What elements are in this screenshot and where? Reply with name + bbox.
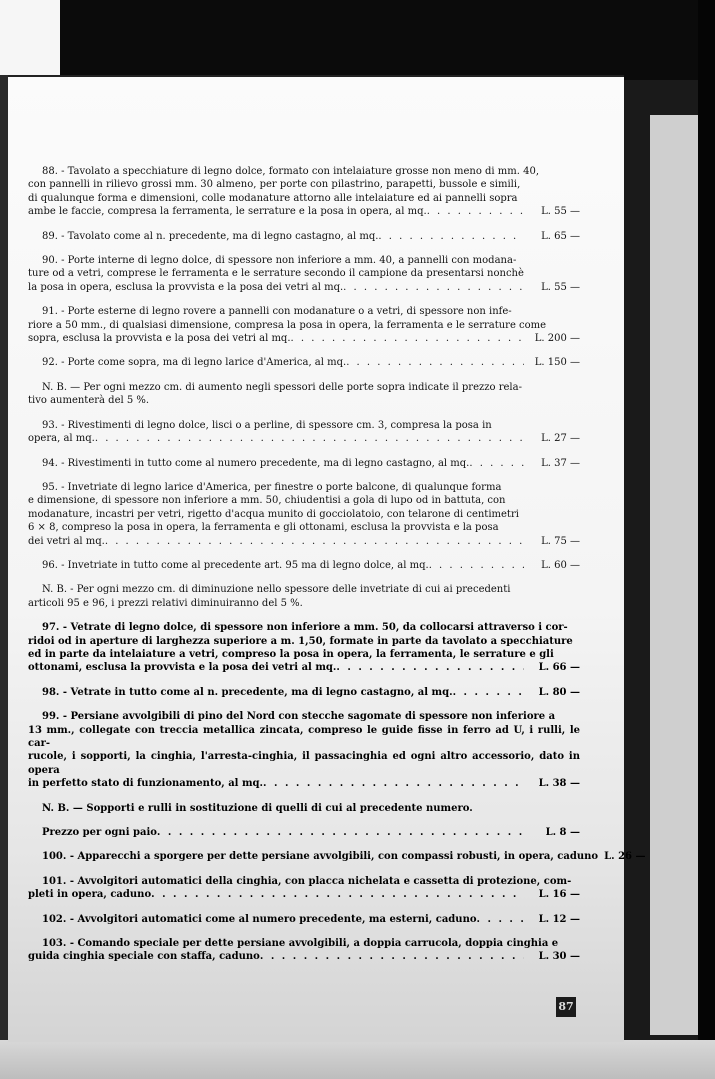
price-entry-nb2 xyxy=(28,583,580,610)
entry-text: 92. - Porte come sopra, ma di legno larice d'America, al mq. xyxy=(42,357,347,369)
entry-text: pleti in opera, caduno xyxy=(28,889,152,901)
price-entry-100 xyxy=(28,850,646,863)
entry-text: la posa in opera, esclusa la provvista e la posa dei vetri al mq. xyxy=(28,281,344,293)
entry-text: 93. - Rivestimenti di legno dolce, lisci o a perline, di spessore cm. 3, compresa la posa in xyxy=(42,419,492,431)
entry-text: 13 mm., collegate con treccia metallica zincata, compreso le guide fisse in ferro ad U, i rulli, le car- xyxy=(28,724,580,749)
entry-text: 99. - Persiane avvolgibili di pino del Nord con stecche sagomate di spessore non inferiore a xyxy=(42,711,556,723)
price-list xyxy=(28,165,646,975)
entry-text: di qualunque forma e dimensioni, colle modanature attorno alle intelaiature ed ai pannelli sopra xyxy=(28,192,518,204)
price-value: L. 16 — xyxy=(538,889,580,901)
entry-text: 101. - Avvolgitori automatici della cinghia, con placca nichelata e cassetta di protezione, com- xyxy=(42,875,572,887)
entry-text: dei vetri al mq. xyxy=(28,535,105,547)
price-entry-89 xyxy=(28,230,580,243)
price-entry-95 xyxy=(28,481,580,548)
price-entry-99 xyxy=(28,710,580,790)
price-entry-nb3price xyxy=(28,826,580,839)
entry-text: e dimensione, di spessore non inferiore a mm. 50, chiudentisi a gola di lupo od in battuta, con xyxy=(28,495,506,507)
leader-dots xyxy=(429,559,524,572)
price-value: L. 8 — xyxy=(545,827,580,839)
price-value: L. 60 — xyxy=(541,559,580,571)
entry-text: ambe le faccie, compresa la ferramenta, le serrature e la posa in opera, al mq. xyxy=(28,206,427,218)
leader-dots xyxy=(343,281,524,294)
entry-text: 89. - Tavolato come al n. precedente, ma di legno castagno, al mq. xyxy=(42,230,379,242)
leader-dots xyxy=(105,535,524,548)
leader-dots xyxy=(378,230,524,243)
entry-text: tivo aumenterà del 5 %. xyxy=(28,395,150,407)
price-entry-nb1 xyxy=(28,381,580,408)
price-value: L. 55 — xyxy=(541,281,580,293)
entry-text: N. B. — Sopporti e rulli in sostituzione di quelli di cui al precedente numero. xyxy=(42,802,473,814)
entry-text: 88. - Tavolato a specchiature di legno dolce, formato con intelaiature grosse non meno di mm. 40, xyxy=(42,166,540,177)
entry-text: N. B. — Per ogni mezzo cm. di aumento negli spessori delle porte sopra indicate il prezzo rela- xyxy=(42,381,522,393)
price-value: L. 200 — xyxy=(534,333,580,345)
entry-text: 102. - Avvolgitori automatici come al numero precedente, ma esterni, caduno xyxy=(42,913,477,925)
scan-corner xyxy=(0,0,60,75)
document-page xyxy=(8,75,646,1042)
leader-dots xyxy=(453,686,524,699)
entry-text: Prezzo per ogni paio xyxy=(42,827,157,839)
entry-text: rucole, i sopporti, la cinghia, l'arresta-cinghia, il passacinghia ed ogni altro accessorio, dato in opera xyxy=(28,751,580,776)
leader-dots xyxy=(477,913,524,926)
price-value: L. 27 — xyxy=(541,433,580,445)
entry-text: ottonami, esclusa la provvista e la posa dei vetri al mq. xyxy=(28,662,337,674)
entry-text: 100. - Apparecchi a sporgere per dette persiane avvolgibili, con compassi robusti, in opera, caduno xyxy=(42,851,599,863)
entry-text: 94. - Rivestimenti in tutto come al numero precedente, ma di legno castagno, al mq. xyxy=(42,457,470,469)
price-entry-nb3 xyxy=(28,802,580,815)
leader-dots xyxy=(336,661,524,674)
scan-border-top xyxy=(0,0,715,80)
leader-dots xyxy=(469,457,524,470)
scan-border-left xyxy=(0,75,8,1079)
price-entry-92 xyxy=(28,356,580,369)
price-entry-97 xyxy=(28,621,580,675)
price-entry-102 xyxy=(28,913,580,926)
price-entry-90 xyxy=(28,254,580,294)
leader-dots xyxy=(157,826,524,839)
entry-text: 103. - Comando speciale per dette persiane avvolgibili, a doppia carrucola, doppia cinghia e xyxy=(42,938,559,950)
price-entry-98 xyxy=(28,686,580,699)
entry-text: modanature, incastri per vetri, rigetto d'acqua munito di gocciolatoio, con telarone di centimetri xyxy=(28,508,519,520)
leader-dots xyxy=(95,432,524,445)
entry-text: 96. - Invetriate in tutto come al precedente art. 95 ma di legno dolce, al mq. xyxy=(42,559,429,571)
entry-text: opera, al mq. xyxy=(28,433,95,445)
adjacent-page-edge xyxy=(650,115,698,1035)
entry-text: guida cinghia speciale con staffa, caduno xyxy=(28,951,260,963)
entry-text: N. B. - Per ogni mezzo cm. di diminuzione nello spessore delle invetriate di cui ai precedenti xyxy=(42,584,511,596)
price-entry-91 xyxy=(28,305,580,345)
price-value: L. 30 — xyxy=(538,951,580,963)
price-entry-93 xyxy=(28,419,580,446)
entry-text: riore a 50 mm., di qualsiasi dimensione, compresa la posa in opera, la ferramenta e le serrature come xyxy=(28,319,547,331)
entry-text: 98. - Vetrate in tutto come al n. precedente, ma di legno castagno, al mq. xyxy=(42,686,453,698)
entry-text: ridoi od in aperture di larghezza superiore a m. 1,50, formate in parte da tavolato a specchiature xyxy=(28,635,573,647)
price-value: L. 65 — xyxy=(541,230,580,242)
entry-text: 95. - Invetriate di legno larice d'America, per finestre o porte balcone, di qualunque forma xyxy=(42,481,502,493)
price-entry-96 xyxy=(28,559,580,572)
price-value: L. 37 — xyxy=(541,457,580,469)
page-number: 87 xyxy=(556,997,576,1017)
price-value: L. 26 — xyxy=(604,851,646,863)
leader-dots xyxy=(346,356,524,369)
entry-text: con pannelli in rilievo grossi mm. 30 almeno, per porte con pilastrino, parapetti, bussole e simili, xyxy=(28,179,521,191)
entry-text: 6 × 8, compreso la posa in opera, la ferramenta e gli ottonami, esclusa la provvista e la posa xyxy=(28,522,499,534)
price-value: L. 38 — xyxy=(538,778,580,790)
leader-dots xyxy=(151,888,524,901)
entry-text: sopra, esclusa la provvista e la posa dei vetri al mq. xyxy=(28,333,291,345)
entry-text: in perfetto stato di funzionamento, al mq. xyxy=(28,778,264,790)
leader-dots xyxy=(263,777,524,790)
entry-text: 90. - Porte interne di legno dolce, di spessore non inferiore a mm. 40, a pannelli con modana- xyxy=(42,255,517,267)
entry-text: 91. - Porte esterne di legno rovere a pannelli con modanature o a vetri, di spessore non infe- xyxy=(42,306,512,318)
price-value: L. 55 — xyxy=(541,206,580,218)
price-value: L. 80 — xyxy=(538,686,580,698)
price-value: L. 12 — xyxy=(538,913,580,925)
price-value: L. 75 — xyxy=(541,535,580,547)
price-entry-103 xyxy=(28,937,580,964)
price-entry-101 xyxy=(28,875,580,902)
leader-dots xyxy=(260,950,524,963)
entry-text: ture od a vetri, comprese le ferramenta e le serrature secondo il campione da presentarsi nonchè xyxy=(28,268,524,280)
entry-text: articoli 95 e 96, i prezzi relativi diminuiranno del 5 %. xyxy=(28,597,303,609)
price-entry-88 xyxy=(28,165,580,219)
price-entry-94 xyxy=(28,457,580,470)
price-value: L. 66 — xyxy=(538,662,580,674)
leader-dots xyxy=(291,332,524,345)
entry-text: ed in parte da intelaiature a vetri, compreso la posa in opera, la ferramenta, le serrature e gli xyxy=(28,648,554,660)
scan-border-bottom xyxy=(0,1040,715,1079)
scan-edge xyxy=(698,0,715,1079)
price-value: L. 150 — xyxy=(534,357,580,369)
leader-dots xyxy=(427,205,524,218)
entry-text: 97. - Vetrate di legno dolce, di spessore non inferiore a mm. 50, da collocarsi attraverso i cor- xyxy=(42,622,568,634)
